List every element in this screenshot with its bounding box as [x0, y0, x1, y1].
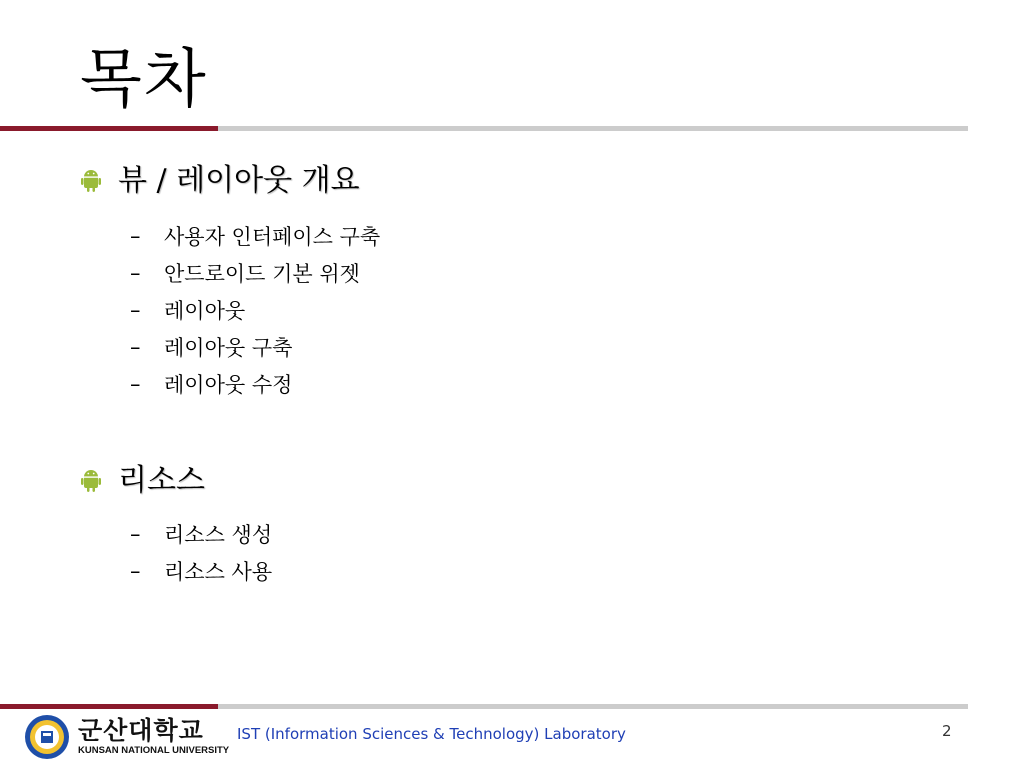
list-item-label: 레이아웃	[164, 298, 246, 323]
list-item	[130, 254, 380, 291]
dash-marker: –	[130, 371, 141, 396]
dash-marker: –	[130, 558, 141, 583]
lab-name: IST (Information Sciences & Technology) Laboratory	[237, 725, 626, 743]
sub-list	[130, 217, 380, 402]
list-item-label: 레이아웃 구축	[164, 335, 293, 360]
slide-title: 목차	[80, 43, 208, 117]
dash-marker: –	[130, 521, 141, 546]
section-heading-row	[80, 463, 205, 499]
footer-rule-gray	[218, 704, 968, 709]
list-item	[130, 552, 272, 589]
list-item	[130, 291, 380, 328]
android-robot-icon	[80, 168, 102, 194]
page-number: 2	[942, 722, 952, 740]
list-item	[130, 328, 380, 365]
title-rule-gray	[218, 126, 968, 131]
section-heading: 뷰 / 레이아웃 개요	[118, 163, 360, 198]
list-item-label: 사용자 인터페이스 구축	[164, 224, 381, 249]
title-rule-accent	[0, 126, 218, 131]
footer-rule-accent	[0, 704, 218, 709]
university-logo	[24, 714, 229, 760]
list-item	[130, 217, 380, 254]
dash-marker: –	[130, 223, 141, 248]
sub-list	[130, 515, 272, 589]
dash-marker: –	[130, 260, 141, 285]
list-item-label: 리소스 사용	[164, 559, 273, 584]
university-name-english: KUNSAN NATIONAL UNIVERSITY	[78, 745, 230, 756]
list-item	[130, 515, 272, 552]
list-item	[130, 365, 380, 402]
section-heading: 리소스	[118, 463, 205, 498]
list-item-label: 리소스 생성	[164, 522, 273, 547]
dash-marker: –	[130, 334, 141, 359]
list-item-label: 안드로이드 기본 위젯	[164, 261, 360, 286]
list-item-label: 레이아웃 수정	[164, 372, 293, 397]
section-heading-row	[80, 163, 360, 199]
university-name-korean: 군산대학교	[78, 716, 204, 745]
dash-marker: –	[130, 297, 141, 322]
university-seal-icon	[24, 714, 70, 760]
android-robot-icon	[80, 468, 102, 494]
